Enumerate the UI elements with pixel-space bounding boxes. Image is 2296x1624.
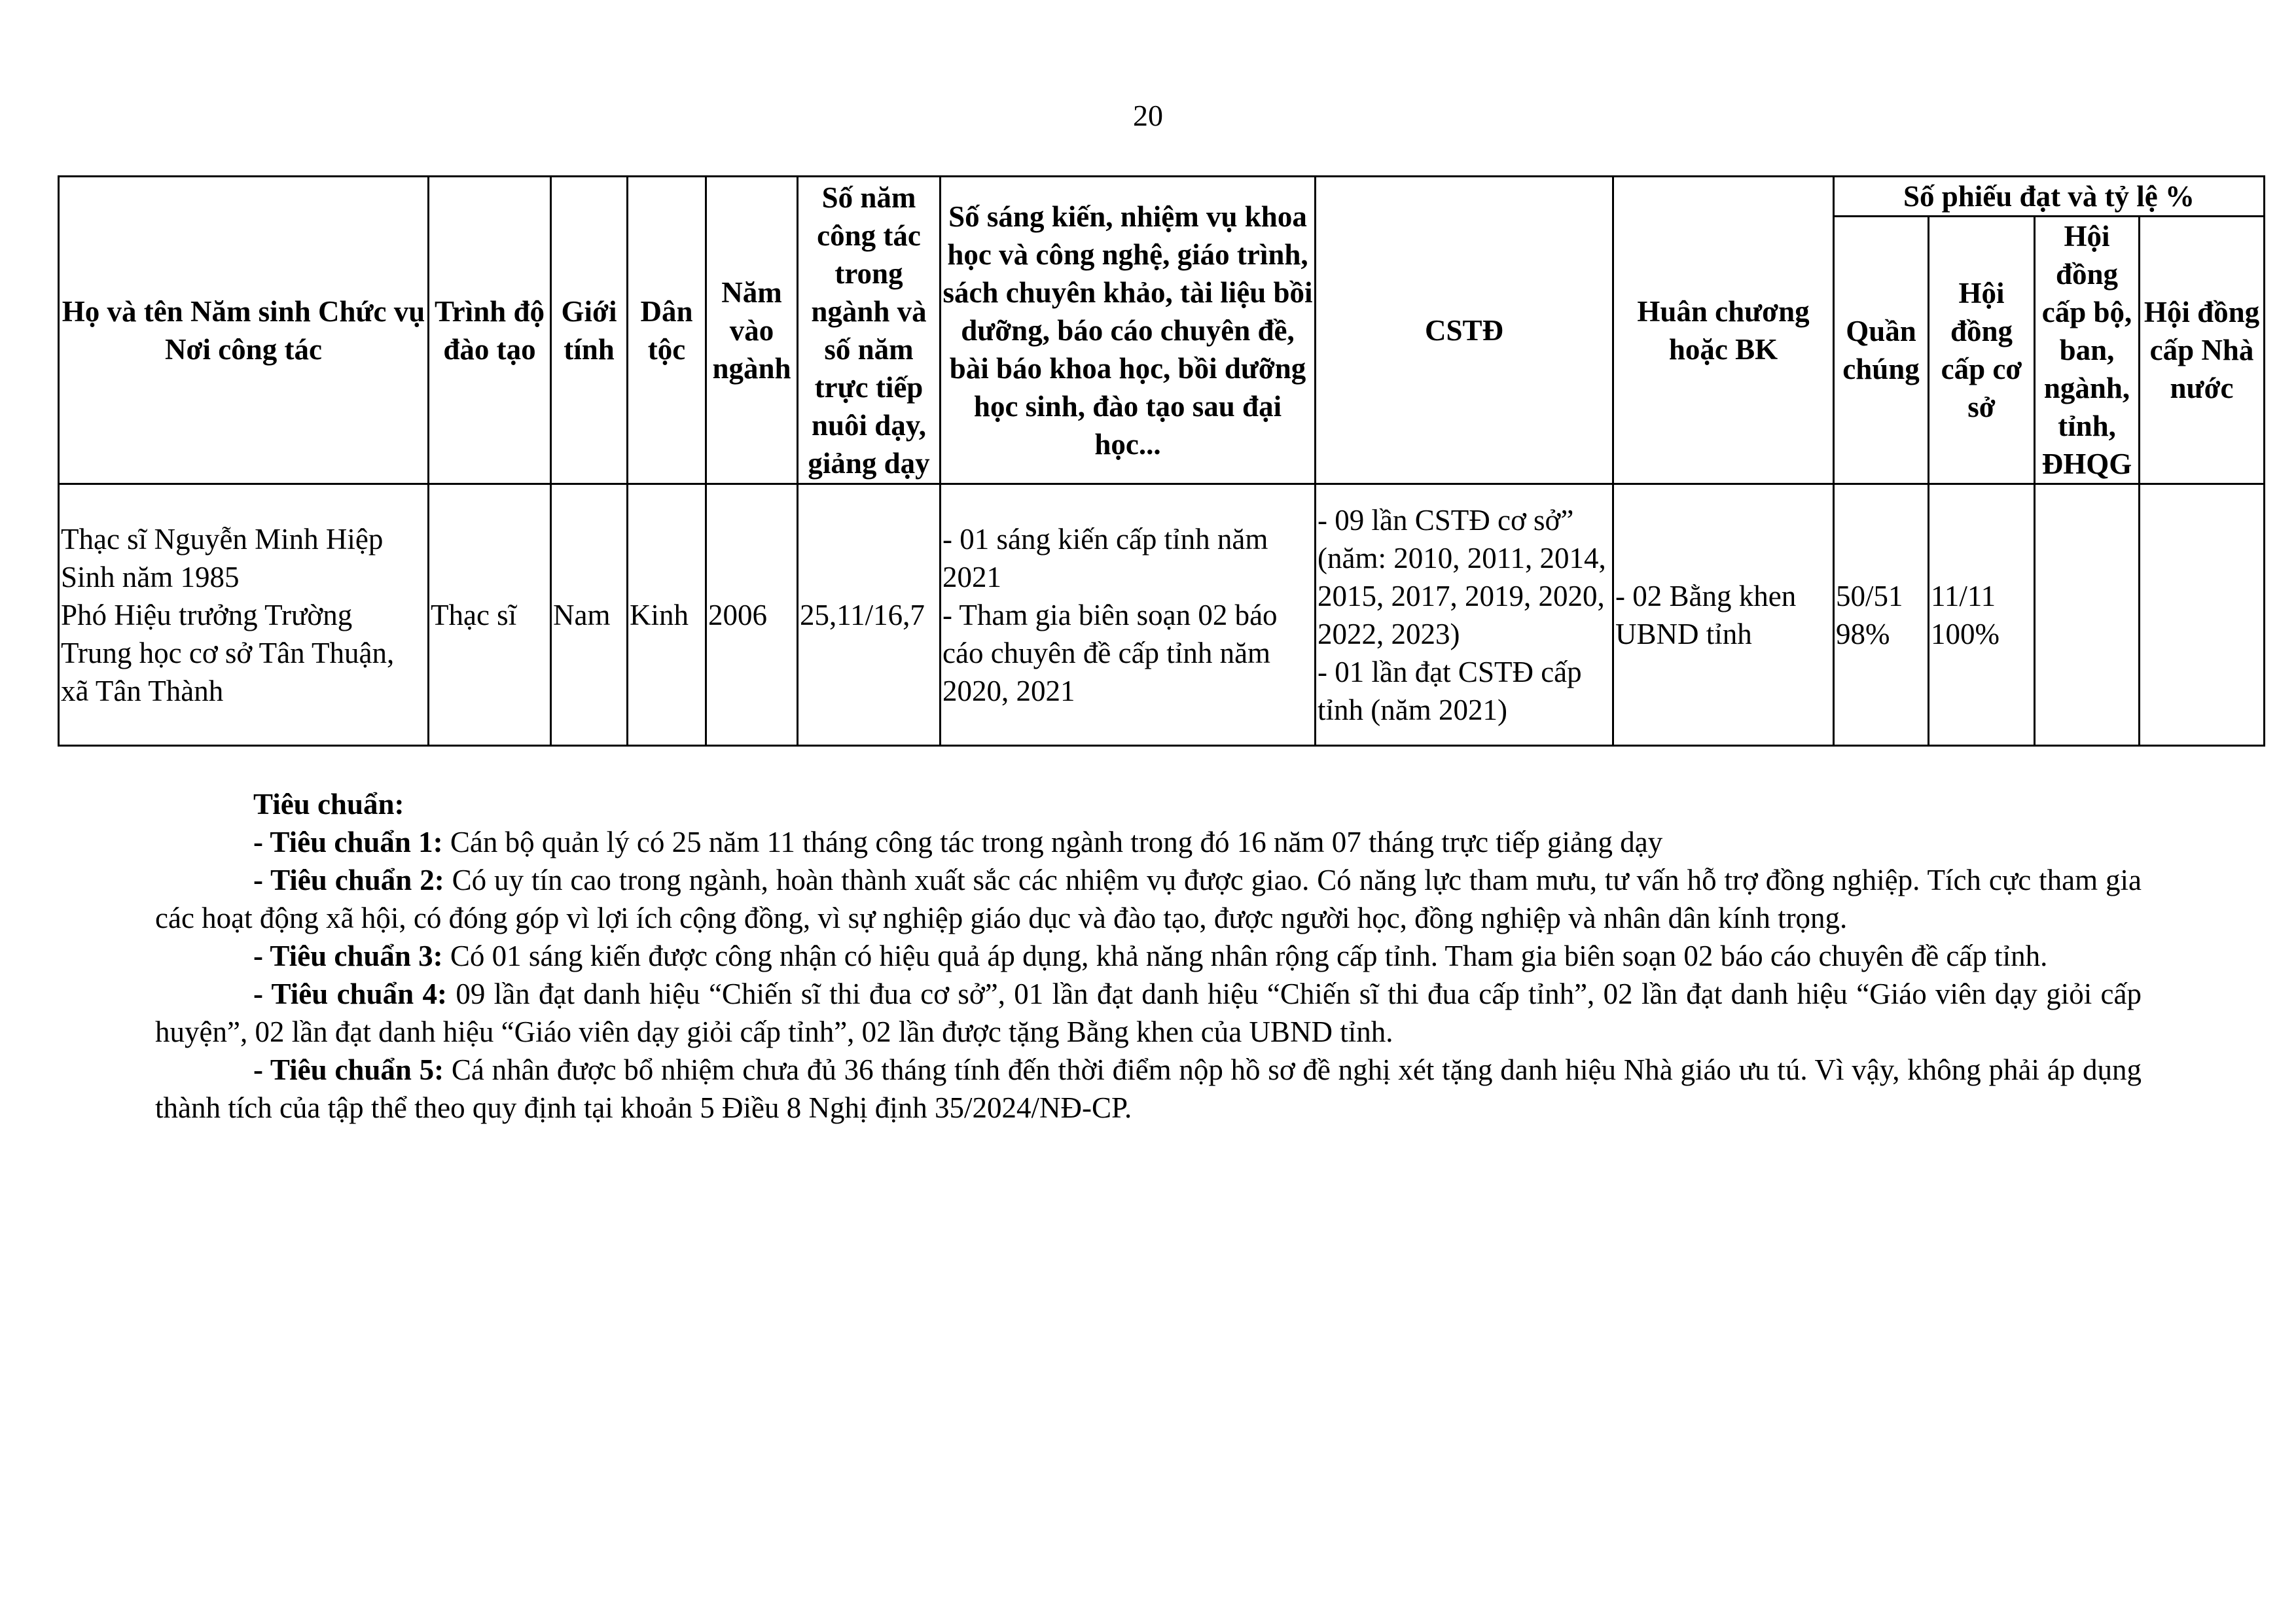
criteria-label: - Tiêu chuẩn 4:: [253, 978, 447, 1010]
criteria-text: Có uy tín cao trong ngành, hoàn thành xuất sắc các nhiệm vụ được giao. Có năng lực tham mưu, tư vấn hỗ trợ đồng nghiệp. Tích cực tham gia các hoạt động xã hội, có đóng góp vì lợi ích cộng đồng, vì sự nghiệp giáo dục và đào tạo, được người học, đồng nghiệp và nhân dân kính trọng.: [155, 864, 2142, 934]
header-degree: Trình độ đào tạo: [429, 177, 551, 484]
cell-initiatives: - 01 sáng kiến cấp tỉnh năm 2021 - Tham gia biên soạn 02 báo cáo chuyên đề cấp tỉnh năm 2020, 2021: [941, 484, 1316, 746]
criteria-item: [155, 1051, 2142, 1127]
cell-votes-base-council: 11/11 100%: [1929, 484, 2035, 746]
criteria-text: Cán bộ quản lý có 25 năm 11 tháng công tác trong ngành trong đó 16 năm 07 tháng trực tiếp giảng dạy: [442, 826, 1663, 858]
header-initiatives: Số sáng kiến, nhiệm vụ khoa học và công nghệ, giáo trình, sách chuyên khảo, tài liệu bồi dưỡng, báo cáo chuyên đề, bài báo khoa học, bồi dưỡng học sinh, đào tạo sau đại học...: [941, 177, 1316, 484]
page-number: 20: [1133, 99, 1163, 132]
criteria-text: Có 01 sáng kiến được công nhận có hiệu quả áp dụng, khả năng nhân rộng cấp tỉnh. Tham gia biên soạn 02 báo cáo chuyên đề cấp tỉnh.: [442, 940, 2048, 972]
criteria-label: - Tiêu chuẩn 3:: [253, 940, 443, 972]
header-votes-ministry-council: Hội đồng cấp bộ, ban, ngành, tỉnh, ĐHQG: [2035, 217, 2140, 484]
criteria-item: [155, 861, 2142, 937]
criteria-item: [155, 937, 2142, 975]
cell-medals: - 02 Bằng khen UBND tỉnh: [1613, 484, 1834, 746]
header-ethnicity: Dân tộc: [628, 177, 706, 484]
nomination-table: [58, 175, 2265, 747]
header-votes-group: Số phiếu đạt và tỷ lệ %: [1834, 177, 2265, 217]
criteria-label: - Tiêu chuẩn 5:: [253, 1053, 444, 1086]
table-row: [59, 484, 2265, 746]
criteria-label: - Tiêu chuẩn 1:: [253, 826, 443, 858]
header-votes-base-council: Hội đồng cấp cơ sở: [1929, 217, 2035, 484]
header-years-service: Số năm công tác trong ngành và số năm trực tiếp nuôi dạy, giảng dạy: [798, 177, 941, 484]
cell-votes-public: 50/51 98%: [1834, 484, 1929, 746]
header-votes-state-council: Hội đồng cấp Nhà nước: [2140, 217, 2265, 484]
cell-years-service: 25,11/16,7: [798, 484, 941, 746]
cell-gender: Nam: [551, 484, 628, 746]
header-votes-public: Quần chúng: [1834, 217, 1929, 484]
header-medals: Huân chương hoặc BK: [1613, 177, 1834, 484]
criteria-section: [155, 785, 2142, 1127]
criteria-text: 09 lần đạt danh hiệu “Chiến sĩ thi đua cơ sở”, 01 lần đạt danh hiệu “Chiến sĩ thi đua cấp tỉnh”, 02 lần đạt danh hiệu “Giáo viên dạy giỏi cấp huyện”, 02 lần đạt danh hiệu “Giáo viên dạy giỏi cấp tỉnh”, 02 lần được tặng Bằng khen của UBND tỉnh.: [155, 978, 2142, 1048]
cell-name: Thạc sĩ Nguyễn Minh Hiệp Sinh năm 1985 Phó Hiệu trưởng Trường Trung học cơ sở Tân Thuận, xã Tân Thành: [59, 484, 429, 746]
cell-ethnicity: Kinh: [628, 484, 706, 746]
criteria-heading: Tiêu chuẩn:: [253, 788, 404, 821]
cell-degree: Thạc sĩ: [429, 484, 551, 746]
criteria-label: - Tiêu chuẩn 2:: [253, 864, 444, 896]
cell-cstd: - 09 lần CSTĐ cơ sở” (năm: 2010, 2011, 2014, 2015, 2017, 2019, 2020, 2022, 2023) - 01 lần đạt CSTĐ cấp tỉnh (năm 2021): [1316, 484, 1613, 746]
criteria-item: [155, 975, 2142, 1051]
header-name: Họ và tên Năm sinh Chức vụ Nơi công tác: [59, 177, 429, 484]
cell-year-joined: 2006: [706, 484, 798, 746]
header-cstd: CSTĐ: [1316, 177, 1613, 484]
cell-votes-ministry-council: [2035, 484, 2140, 746]
header-gender: Giới tính: [551, 177, 628, 484]
criteria-text: Cá nhân được bổ nhiệm chưa đủ 36 tháng tính đến thời điểm nộp hồ sơ đề nghị xét tặng danh hiệu Nhà giáo ưu tú. Vì vậy, không phải áp dụng thành tích của tập thể theo quy định tại khoản 5 Điều 8 Nghị định 35/2024/NĐ-CP.: [155, 1053, 2142, 1124]
criteria-item: [155, 823, 2142, 861]
cell-votes-state-council: [2140, 484, 2265, 746]
header-year-joined: Năm vào ngành: [706, 177, 798, 484]
